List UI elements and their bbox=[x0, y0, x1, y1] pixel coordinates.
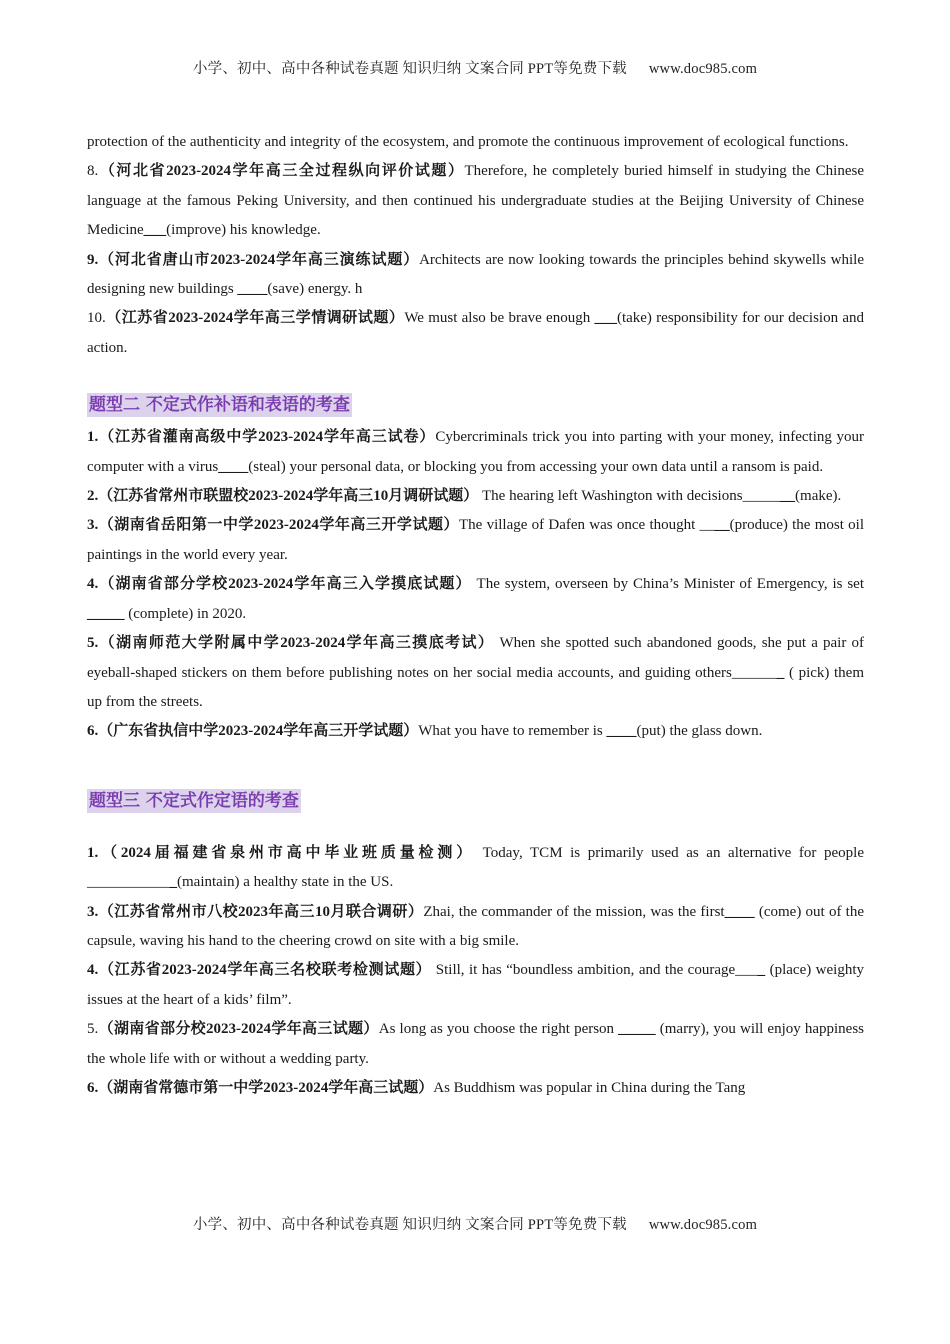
question-number: 10. bbox=[87, 310, 106, 327]
answer-blank: _____ bbox=[618, 1021, 656, 1038]
intro-paragraph: protection of the authenticity and integrity of the ecosystem, and promote the continuous improvement of ecological functions. bbox=[87, 134, 849, 150]
question-hint: (save) energy. h bbox=[267, 281, 363, 298]
question-number: 3. bbox=[87, 517, 99, 534]
question-item bbox=[87, 570, 864, 629]
question-hint: (make). bbox=[795, 488, 842, 505]
question-item bbox=[87, 482, 864, 511]
question-item bbox=[87, 629, 864, 717]
question-text: Cybercriminals trick you into parting with your money, infecting your computer with a virus bbox=[87, 429, 865, 475]
header-url: www.doc985.com bbox=[648, 61, 758, 77]
question-hint: (improve) his knowledge. bbox=[166, 222, 321, 239]
footer-url: www.doc985.com bbox=[648, 1217, 758, 1233]
question-text: The hearing left Washington with decisions_____ bbox=[478, 488, 781, 505]
question-item bbox=[87, 1074, 864, 1103]
question-text: Today, TCM is primarily used as an alternative for people ___________ bbox=[87, 844, 864, 891]
answer-blank: _ bbox=[776, 664, 785, 681]
answer-blank: ____ bbox=[218, 458, 249, 475]
question-10 bbox=[87, 304, 864, 363]
answer-blank: ___ bbox=[143, 222, 167, 239]
section-heading-3 bbox=[87, 785, 864, 819]
section-title: 题型二 不定式作补语和表语的考查 bbox=[89, 395, 350, 416]
question-text: As Buddhism was popular in China during the Tang bbox=[433, 1079, 746, 1096]
document-body bbox=[87, 128, 864, 1103]
question-9 bbox=[87, 246, 864, 305]
question-source: （河北省2023-2024学年高三全过程纵向评价试题） bbox=[98, 163, 465, 180]
question-text: The system, overseen by China’s Minister of Emergency, is set bbox=[471, 576, 864, 593]
answer-blank: _____ bbox=[87, 605, 125, 622]
answer-blank: __ bbox=[714, 517, 730, 534]
question-hint: (complete) in 2020. bbox=[124, 605, 247, 622]
question-number: 5. bbox=[87, 635, 99, 652]
question-number: 5. bbox=[87, 1021, 99, 1038]
question-text: Still, it has “boundless ambition, and the courage___ bbox=[431, 962, 758, 979]
header-text: 小学、初中、高中各种试卷真题 知识归纳 文案合同 PPT等免费下载 bbox=[192, 61, 627, 77]
question-number: 6. bbox=[87, 723, 99, 740]
question-number: 2. bbox=[87, 488, 99, 505]
answer-blank: ____ bbox=[237, 281, 268, 298]
question-item bbox=[87, 717, 864, 746]
question-source: （江苏省2023-2024学年高三学情调研试题） bbox=[105, 310, 405, 327]
section-spacer bbox=[87, 819, 864, 839]
question-text: What you have to remember is bbox=[418, 723, 607, 740]
question-number: 4. bbox=[87, 576, 99, 593]
question-hint: (place) weighty issues at the heart of a kids’ film”. bbox=[87, 962, 864, 1008]
question-text: When she spotted such abandoned goods, she put a pair of eyeball-shaped stickers on them before publishing notes on her social media accounts, and guiding others______ bbox=[87, 635, 864, 681]
question-item bbox=[87, 423, 864, 482]
question-number: 9. bbox=[87, 251, 99, 268]
question-source: （江苏省2023-2024学年高三名校联考检测试题） bbox=[98, 962, 432, 979]
answer-blank: ___ bbox=[594, 310, 617, 327]
page-header bbox=[0, 57, 950, 78]
question-8 bbox=[87, 157, 864, 245]
question-hint: ( pick) them up from the streets. bbox=[87, 664, 864, 710]
answer-blank: _ bbox=[757, 962, 766, 979]
question-hint: (put) the glass down. bbox=[636, 723, 763, 740]
question-source: （江苏省常州市八校2023年高三10月联合调研） bbox=[98, 903, 424, 920]
question-source: （湖南省部分校2023-2024学年高三试题） bbox=[98, 1021, 379, 1038]
page-footer bbox=[0, 1213, 950, 1234]
question-item bbox=[87, 1015, 864, 1074]
answer-blank: ____ bbox=[606, 723, 637, 740]
section-title: 题型三 不定式作定语的考查 bbox=[89, 790, 299, 811]
question-source: （江苏省常州市联盟校2023-2024学年高三10月调研试题） bbox=[98, 488, 479, 505]
question-text: Zhai, the commander of the mission, was the first bbox=[423, 903, 725, 920]
question-text: Architects are now looking towards the principles behind skywells while designing new buildings bbox=[87, 251, 864, 298]
question-item bbox=[87, 511, 864, 570]
question-hint: (come) out of the capsule, waving his hand to the cheering crowd on site with a big smile. bbox=[87, 903, 864, 949]
question-source: （广东省执信中学2023-2024学年高三开学试题） bbox=[98, 723, 419, 740]
question-source: （湖南省岳阳第一中学2023-2024学年高三开学试题） bbox=[98, 517, 459, 534]
footer-text: 小学、初中、高中各种试卷真题 知识归纳 文案合同 PPT等免费下载 bbox=[192, 1217, 627, 1233]
question-number: 8. bbox=[87, 163, 99, 180]
question-number: 3. bbox=[87, 903, 99, 920]
answer-blank: __ bbox=[780, 488, 796, 505]
question-source: （湖南省部分学校2023-2024学年高三入学摸底试题） bbox=[98, 576, 472, 593]
question-number: 6. bbox=[87, 1079, 99, 1096]
answer-blank: _ bbox=[169, 874, 177, 891]
question-text: We must also be brave enough bbox=[404, 310, 595, 327]
question-number: 1. bbox=[87, 429, 99, 446]
question-number: 1. bbox=[87, 844, 99, 861]
question-item bbox=[87, 839, 864, 898]
question-hint: (take) responsibility for our decision and action. bbox=[87, 310, 864, 356]
answer-blank: ____ bbox=[724, 903, 755, 920]
question-hint: (marry), you will enjoy happiness the whole life with or without a wedding party. bbox=[87, 1021, 865, 1067]
question-hint: (steal) your personal data, or blocking you from accessing your own data until a ransom is paid. bbox=[248, 458, 824, 475]
question-hint: (produce) the most oil paintings in the world every year. bbox=[87, 517, 864, 563]
question-source: （河北省唐山市2023-2024学年高三演练试题） bbox=[98, 251, 420, 268]
question-number: 4. bbox=[87, 962, 99, 979]
question-hint: (maintain) a healthy state in the US. bbox=[177, 874, 394, 891]
question-source: （湖南省常德市第一中学2023-2024学年高三试题） bbox=[98, 1079, 434, 1096]
question-text: As long as you choose the right person bbox=[378, 1021, 619, 1038]
question-source: （2024届福建省泉州市高中毕业班质量检测） bbox=[98, 844, 476, 861]
section-heading-2 bbox=[87, 389, 864, 423]
question-source: （江苏省灌南高级中学2023-2024学年高三试卷） bbox=[98, 429, 436, 446]
question-text: The village of Dafen was once thought __ bbox=[458, 517, 715, 534]
question-item bbox=[87, 898, 864, 957]
question-item bbox=[87, 956, 864, 1015]
question-text: Therefore, he completely buried himself in studying the Chinese language at the famous Peking University, and then continued his undergraduate studies at the Beijing University of Chinese Medicine bbox=[87, 163, 864, 239]
question-source: （湖南师范大学附属中学2023-2024学年高三摸底考试） bbox=[98, 635, 495, 652]
